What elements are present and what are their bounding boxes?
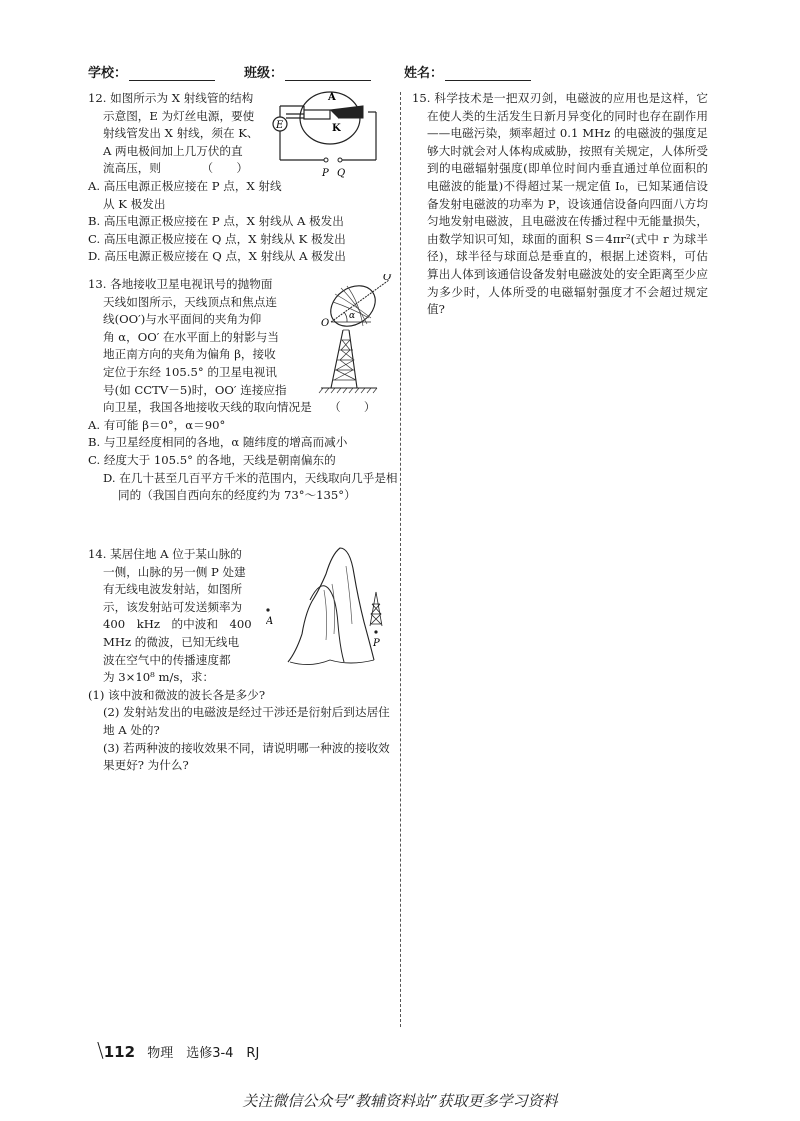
question-15 [412,90,708,319]
q13-line: 线(OO′)与水平面间的夹角为仰 [103,312,262,327]
column-divider [400,92,401,1027]
name-field [404,62,531,81]
page-footer [97,1038,259,1062]
q12-option-b: B. 高压电源正极应接在 P 点，X 射线从 A 极发出 [88,214,344,229]
q14-sub-1: (1) 该中波和微波的波长各是多少? [88,687,266,702]
q12-line: 12. 如图所示为 X 射线管的结构 [88,91,254,105]
q12-option-d: D. 高压电源正极应接在 Q 点，X 射线从 A 极发出 [88,249,346,264]
q13-line: 13. 各地接收卫星电视讯号的抛物面 [88,277,273,291]
q12-line: 射线管发出 X 射线，须在 K、 [103,126,259,141]
q13-line: 号(如 CCTV－5)时，OO′ 连接应指 [103,382,287,397]
xray-tube-diagram [268,88,388,188]
label-o: O [321,318,330,329]
label-e: E [276,120,284,131]
q12-line: 示意图，E 为灯丝电源，要使 [103,108,255,123]
footer-promo-note: 关注微信公众号“教辅资料站”获取更多学习资料 [242,1092,558,1110]
q14-line: 400 kHz 的中波和 400 [103,617,252,632]
question-14 [88,546,390,775]
q14-line: 示，该发射站可发送频率为 [103,599,243,614]
q14-line: 有无线电波发射站，如图所 [103,582,243,597]
question-13-stem [88,276,288,399]
q13-line: 定位于东经 105.5° 的卫星电视讯 [103,364,277,379]
footer-slash: \ [97,1038,104,1062]
right-column [412,90,708,319]
q12-option-c: C. 高压电源正极应接在 Q 点，X 射线从 K 极发出 [88,231,346,246]
class-blank [285,66,371,81]
label-alpha: α [349,311,356,321]
book-title: 物理 选修3-4 RJ [147,1046,260,1061]
class-field [244,62,371,81]
name-blank [445,66,531,81]
q14-line: 波在空气中的传播速度都 [103,652,231,667]
q14-line: 一侧，山脉的另一侧 P 处建 [103,564,246,579]
label-p: P [373,638,380,649]
q13-line: 向卫星，我国各地接收天线的取向情况是 （ ） [103,400,376,415]
question-13 [88,274,398,546]
q12-line: A 两电极间加上几万伏的直 [103,143,243,158]
q12-option-a: A. 高压电源正极应接在 P 点，X 射线从 K 极发出 [88,178,282,211]
label-p: P [322,168,329,179]
q13-line: 角 α，OO′ 在水平面上的射影与当 [103,329,279,344]
q13-option-d: D. 在几十甚至几百平方千米的范围内，天线取向几乎是相同的（我国自西向东的经度约为 73°～135°） [103,470,398,503]
q13-line: 天线如图所示，天线顶点和焦点连 [103,294,277,309]
page-number: 112 [103,1043,136,1061]
school-blank [129,66,215,81]
question-14-stem [88,546,268,687]
q14-sub-3: (3) 若两种波的接收效果不同，请说明哪一种波的接收效果更好? 为什么? [103,740,390,773]
label-o-prime: O′ [383,274,394,283]
question-12-stem [88,90,278,178]
q13-line: 地正南方向的夹角为偏角 β，接收 [103,347,276,362]
q14-sub-2: (2) 发射站发出的电磁波是经过干涉还是衍射后到达居住地 A 处的? [103,705,390,737]
label-a: A [328,92,336,103]
question-15-text: 15. 科学技术是一把双刃剑，电磁波的应用也是这样，它在使人类的生活发生日新月异变化的同时也存在副作用——电磁污染，频率超过 0.1 MHz 的电磁波的强度足够大时就会对人体构成威胁，按照有关规定，人体所受到的电磁辐射强度(即单位时间内垂直通过单位面积的电磁波的能量)不得超过某一规定值 I₀，已知某通信设备发射电磁波的功率为 P，设该通信设备向四面八方均匀地发射电磁波，且电磁波在传播过程中无能量损失，由数学知识可知，球面的面积 S＝4πr²(式中 r 为球半径)，球半径与球面总是垂直的，根据上述资料，可估算出人体到该通信设备发射电磁波处的安全距离至少应为多少时，人体所受的电磁辐射强度才不会超过规定值? [412,91,708,317]
mountain-transmitter-diagram [266,544,388,684]
class-label: 班级： [244,66,284,81]
school-label: 学校： [88,66,128,81]
left-column [88,90,398,775]
q12-line: 流高压，则 （ ） [103,161,248,176]
q14-line: 14. 某居住地 A 位于某山脉的 [88,547,242,561]
q13-option-b: B. 与卫星经度相同的各地，α 随纬度的增高而减小 [88,435,348,450]
q13-option-c: C. 经度大于 105.5° 的各地，天线是朝南偏东的 [88,452,336,467]
label-k: K [332,123,341,134]
student-info-header [88,62,748,84]
label-q: Q [337,168,346,179]
name-label: 姓名： [404,66,444,81]
question-12 [88,90,390,276]
school-field [88,62,215,81]
satellite-dish-diagram [313,274,395,404]
q14-line: MHz 的微波，已知无线电 [103,634,240,649]
label-a: A [266,616,274,627]
q14-line: 为 3×10⁸ m/s，求： [103,670,215,685]
q13-option-a: A. 有可能 β＝0°，α＝90° [88,417,226,432]
